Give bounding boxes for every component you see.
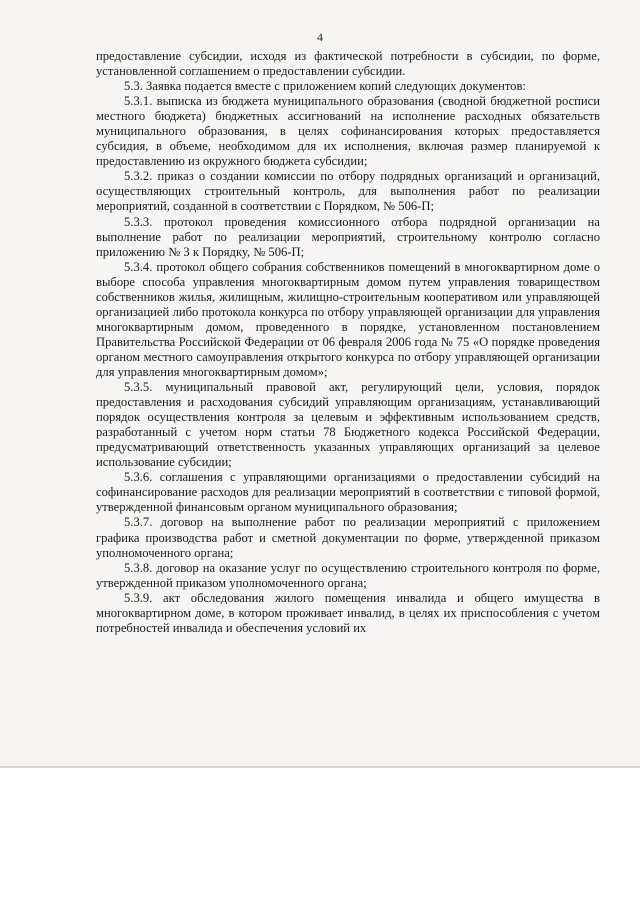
paragraph-5-3-8: 5.3.8. договор на оказание услуг по осуществлению строительного контроля по форме, утвержденной приказом уполномоченного органа; <box>96 560 600 590</box>
paragraph-5-3-7: 5.3.7. договор на выполнение работ по реализации мероприятий с приложением графика производства работ и сметной документации по форме, утвержденной приказом уполномоченного органа; <box>96 515 600 560</box>
paragraph-5-3: 5.3. Заявка подается вместе с приложением копий следующих документов: <box>124 79 526 94</box>
blank-margin-area <box>0 768 640 905</box>
paragraph-5-3-6: 5.3.6. соглашения с управляющими организациями о предоставлении субсидий на софинансирование расходов для реализации мероприятий в соответствии с типовой формой, утвержденной финансовым органом муниципального образования; <box>96 470 600 515</box>
paragraph-continuation: предоставление субсидии, исходя из фактической потребности в субсидии, по форме, установленной соглашением о предоставлении субсидии. <box>96 49 600 79</box>
paragraph-5-3-2: 5.3.2. приказ о создании комиссии по отбору подрядных организаций и организаций, осуществляющих строительный контроль, для выполнения работ по реализации мероприятий, созданной в соответствии с Порядком, № 506-П; <box>96 169 600 214</box>
page-number: 4 <box>317 30 323 44</box>
paragraph-5-3-1: 5.3.1. выписка из бюджета муниципального образования (сводной бюджетной росписи местного бюджета) бюджетных ассигнований на исполнение расходных обязательств муниципального образования, в целях софинансирования которых предоставляется субсидия, в объеме, необходимом для их исполнения, включая размер планируемой к предоставлению из окружного бюджета субсидии; <box>96 94 600 169</box>
paragraph-5-3-9: 5.3.9. акт обследования жилого помещения инвалида и общего имущества в многоквартирном доме, в котором проживает инвалид, в целях их приспособления с учетом потребностей инвалида и обеспечения условий их <box>96 590 600 635</box>
paragraph-5-3-3: 5.3.3. протокол проведения комиссионного отбора подрядной организации на выполнение работ по реализации мероприятий, строительному контролю согласно приложению № 3 к Порядку, № 506-П; <box>96 214 600 259</box>
paragraph-5-3-5: 5.3.5. муниципальный правовой акт, регулирующий цели, условия, порядок предоставления и расходования субсидий управляющим организациям, устанавливающий порядок осуществления контроля за целевым и эффективным использованием средств, разработанный с учетом норм статьи 78 Бюджетного кодекса Российской Федерации, предусматривающий ответственность указанных управляющих организаций за целевое использование субсидии; <box>96 380 600 470</box>
paragraph-5-3-4: 5.3.4. протокол общего собрания собственников помещений в многоквартирном доме о выборе способа управления многоквартирным домом путем управления товариществом собственников жилья, жилищным, жилищно-строительным кооперативом или управляющей организацией либо протокола конкурса по отбору управляющей организации для управления многоквартирным домом, проведенного в порядке, установленном постановлением Правительства Российской Федерации от 06 февраля 2006 года № 75 «О порядке проведения органом местного самоуправления открытого конкурса по отбору управляющей организации для управления многоквартирным домом»; <box>96 259 600 379</box>
document-body <box>96 49 600 636</box>
